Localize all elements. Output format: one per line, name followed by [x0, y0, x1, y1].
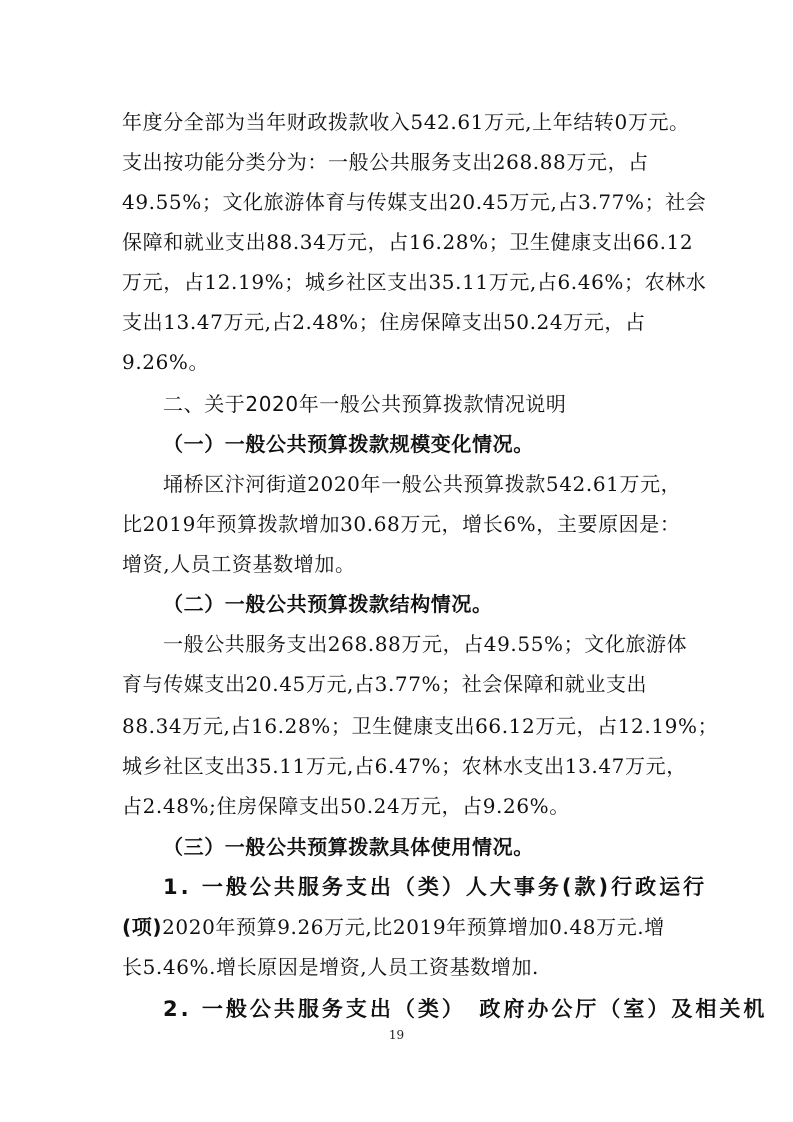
paragraph-line: [122, 913, 702, 941]
item-text: 2020年预算9.26万元,比2019年预算增加0.48万元.增: [162, 915, 665, 939]
subsection-title: （一）一般公共预算拨款规模变化情况。: [163, 432, 534, 456]
paragraph-line: 城乡社区支出35.11万元,占6.47%；农林水支出13.47万元，: [122, 754, 687, 778]
paragraph-line: 增资,人员工资基数增加。: [122, 552, 356, 576]
item-heading: 2. 一般公共服务支出（类） 政府办公厅（室）及相关机: [163, 997, 768, 1021]
paragraph-line: 一般公共服务支出268.88万元，占49.55%；文化旅游体: [163, 632, 688, 656]
paragraph-line: 支出13.47万元,占2.48%；住房保障支出50.24万元，占: [122, 310, 646, 334]
subsection-title: （三）一般公共预算拨款具体使用情况。: [163, 835, 534, 859]
paragraph-line: 保障和就业支出88.34万元，占16.28%；卫生健康支出66.12: [122, 230, 694, 254]
paragraph-line: 育与传媒支出20.45万元,占3.77%；社会保障和就业支出: [122, 672, 648, 696]
item-heading: 1. 一般公共服务支出（类）人大事务(款)行政运行: [163, 875, 708, 899]
page-number: 19: [388, 1028, 405, 1042]
paragraph-line: 年度分全部为当年财政拨款收入542.61万元,上年结转0万元。: [122, 110, 690, 134]
paragraph-line: 万元，占12.19%；城乡社区支出35.11万元,占6.46%；农林水: [122, 270, 707, 294]
paragraph-line: 长5.46%.增长原因是增资,人员工资基数增加.: [122, 955, 540, 979]
paragraph-line: 9.26%。: [122, 350, 210, 374]
paragraph-line: 88.34万元,占16.28%；卫生健康支出66.12万元，占12.19%；: [122, 714, 719, 738]
subsection-title: （二）一般公共预算拨款结构情况。: [163, 592, 493, 616]
paragraph-line: 埇桥区汴河街道2020年一般公共预算拨款542.61万元，: [163, 472, 682, 496]
paragraph-line: 比2019年预算拨款增加30.68万元，增长6%，主要原因是：: [122, 512, 681, 536]
item-prefix: (项): [122, 915, 163, 939]
paragraph-line: 占2.48%;住房保障支出50.24万元，占9.26%。: [122, 794, 570, 818]
paragraph-line: 49.55%；文化旅游体育与传媒支出20.45万元,占3.77%；社会: [122, 190, 707, 214]
paragraph-line: 支出按功能分类分为：一般公共服务支出268.88万元，占: [122, 150, 649, 174]
section-title: 二、关于2020年一般公共预算拨款情况说明: [163, 392, 567, 416]
